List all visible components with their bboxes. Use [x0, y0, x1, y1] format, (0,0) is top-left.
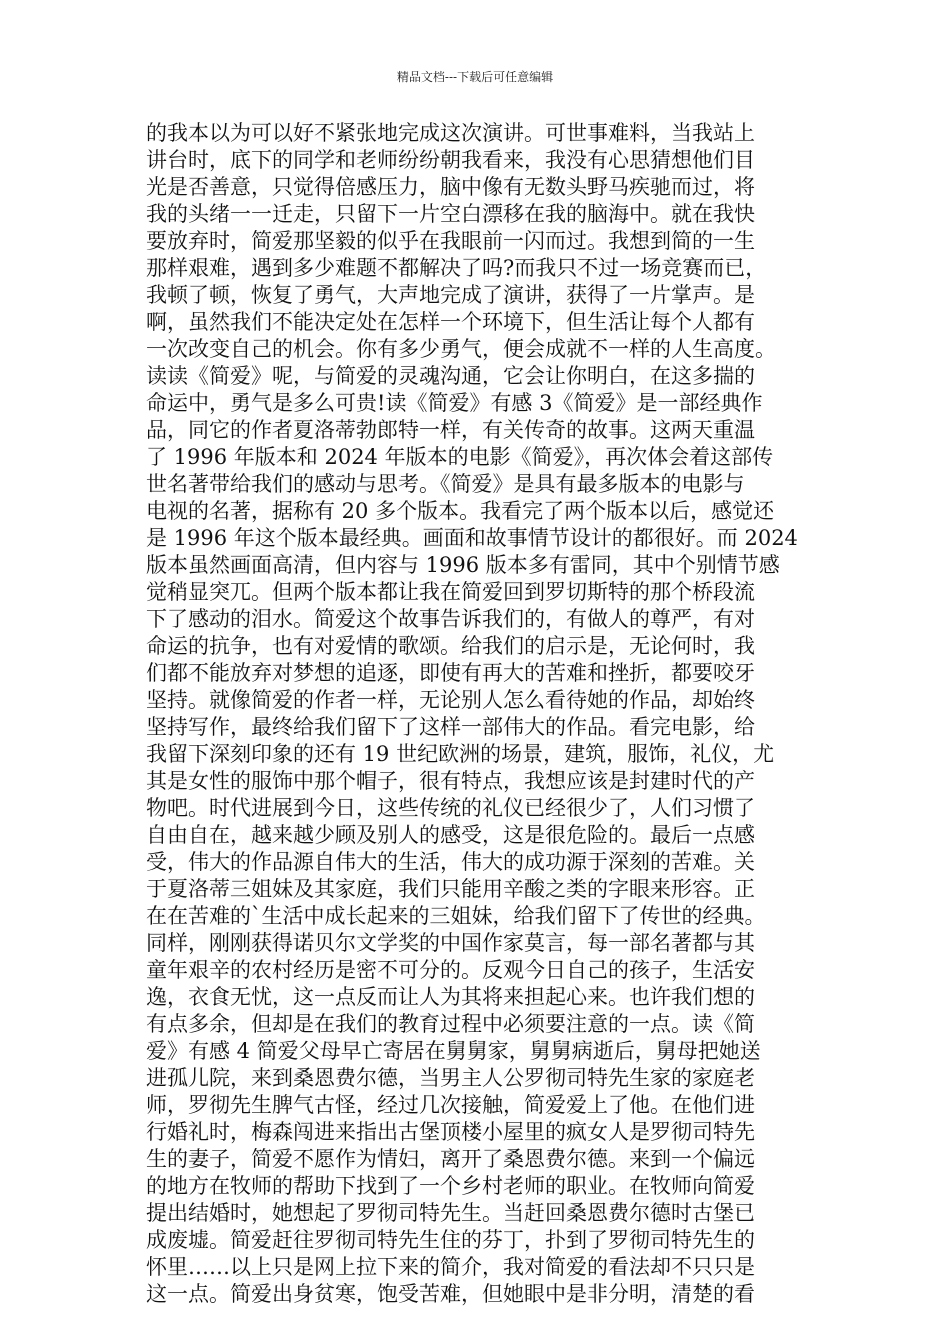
paragraph-line: 命运的抗争，也有对爱情的歌颂。给我们的启示是，无论何时，我 — [146, 634, 755, 658]
paragraph-line: 同样，刚刚获得诺贝尔文学奖的中国作家莫言，每一部名著都与其 — [146, 931, 755, 955]
paragraph-line: 光是否善意，只觉得倍感压力，脑中像有无数头野马疾驰而过，将 — [146, 175, 755, 199]
paragraph-line: 版本虽然画面高清，但内容与 1996 版本多有雷同，其中个别情节感 — [146, 553, 780, 577]
paragraph-line: 成废墟。简爱赶往罗彻司特先生住的芬丁，扑到了罗彻司特先生的 — [146, 1228, 755, 1252]
body-text — [146, 120, 816, 1308]
paragraph-line: 逸，衣食无忧，这一点反而让人为其将来担起心来。也许我们想的 — [146, 985, 755, 1009]
paragraph-line: 坚持。就像简爱的作者一样，无论别人怎么看待她的作品，却始终 — [146, 688, 755, 712]
paragraph-line: 要放弃时，简爱那坚毅的似乎在我眼前一闪而过。我想到简的一生 — [146, 229, 755, 253]
paragraph-line: 有点多余，但却是在我们的教育过程中必须要注意的一点。读《简 — [146, 1012, 755, 1036]
paragraph-line: 讲台时，底下的同学和老师纷纷朝我看来，我没有心思猜想他们目 — [146, 148, 755, 172]
paragraph-line: 生的妻子，简爱不愿作为情妇，离开了桑恩费尔德。来到一个偏远 — [146, 1147, 755, 1171]
paragraph-line: 其是女性的服饰中那个帽子，很有特点，我想应该是封建时代的产 — [146, 769, 755, 793]
paragraph-line: 世名著带给我们的感动与思考。《简爱》是具有最多版本的电影与 — [146, 472, 745, 496]
paragraph-line: 我留下深刻印象的还有 19 世纪欧洲的场景，建筑，服饰，礼仪，尤 — [146, 742, 775, 766]
paragraph-line: 我的头绪一一迁走，只留下一片空白漂移在我的脑海中。就在我快 — [146, 202, 755, 226]
paragraph-line: 提出结婚时，她想起了罗彻司特先生。当赶回桑恩费尔德时古堡已 — [146, 1201, 755, 1225]
page-header: 精品文档---下载后可任意编辑 — [396, 70, 554, 84]
paragraph-line: 品，同它的作者夏洛蒂勃郎特一样，有关传奇的故事。这两天重温 — [146, 418, 755, 442]
paragraph-line: 怀里……以上只是网上拉下来的简介，我对简爱的看法却不只只是 — [146, 1255, 755, 1279]
paragraph-line: 的我本以为可以好不紧张地完成这次演讲。可世事难料，当我站上 — [146, 121, 755, 145]
paragraph-line: 行婚礼时，梅森闯进来指出古堡顶楼小屋里的疯女人是罗彻司特先 — [146, 1120, 755, 1144]
paragraph-line: 下了感动的泪水。简爱这个故事告诉我们的，有做人的尊严，有对 — [146, 607, 755, 631]
paragraph-line: 的地方在牧师的帮助下找到了一个乡村老师的职业。在牧师向简爱 — [146, 1174, 755, 1198]
paragraph-line: 读读《简爱》呢，与简爱的灵魂沟通，它会让你明白，在这多揣的 — [146, 364, 755, 388]
paragraph-line: 进孤儿院，来到桑恩费尔德，当男主人公罗彻司特先生家的家庭老 — [146, 1066, 755, 1090]
paragraph-line: 一次改变自己的机会。你有多少勇气，便会成就不一样的人生高度。 — [146, 337, 776, 361]
paragraph-line: 坚持写作，最终给我们留下了这样一部伟大的作品。看完电影，给 — [146, 715, 755, 739]
paragraph-line: 是 1996 年这个版本最经典。画面和故事情节设计的都很好。而 2024 — [146, 526, 798, 550]
paragraph-line: 师，罗彻先生脾气古怪，经过几次接触，简爱爱上了他。在他们进 — [146, 1093, 755, 1117]
paragraph-line: 爱》有感 4 简爱父母早亡寄居在舅舅家，舅舅病逝后，舅母把她送 — [146, 1039, 761, 1063]
paragraph-line: 了 1996 年版本和 2024 年版本的电影《简爱》，再次体会着这部传 — [146, 445, 774, 469]
paragraph-line: 在在苦难的`生活中成长起来的三姐妹，给我们留下了传世的经典。 — [146, 904, 766, 928]
paragraph-line: 受，伟大的作品源自伟大的生活，伟大的成功源于深刻的苦难。关 — [146, 850, 755, 874]
paragraph-line: 自由自在，越来越少顾及别人的感受，这是很危险的。最后一点感 — [146, 823, 755, 847]
paragraph-line: 命运中，勇气是多么可贵!读《简爱》有感 3《简爱》是一部经典作 — [146, 391, 763, 415]
paragraph-line: 这一点。简爱出身贫寒，饱受苦难，但她眼中是非分明，清楚的看 — [146, 1282, 755, 1306]
paragraph-line: 物吧。时代进展到今日，这些传统的礼仪已经很少了，人们习惯了 — [146, 796, 755, 820]
paragraph-line: 啊，虽然我们不能决定处在怎样一个环境下，但生活让每个人都有 — [146, 310, 755, 334]
paragraph-line: 童年艰辛的农村经历是密不可分的。反观今日自己的孩子，生活安 — [146, 958, 755, 982]
paragraph-line: 我顿了顿，恢复了勇气，大声地完成了演讲，获得了一片掌声。是 — [146, 283, 755, 307]
paragraph-line: 于夏洛蒂三姐妹及其家庭，我们只能用辛酸之类的字眼来形容。正 — [146, 877, 755, 901]
paragraph-line: 觉稍显突兀。但两个版本都让我在简爱回到罗切斯特的那个桥段流 — [146, 580, 755, 604]
paragraph-line: 们都不能放弃对梦想的追逐，即使有再大的苦难和挫折，都要咬牙 — [146, 661, 755, 685]
paragraph-line: 电视的名著，据称有 20 多个版本。我看完了两个版本以后，感觉还 — [146, 499, 775, 523]
paragraph-line: 那样艰难，遇到多少难题不都解决了吗?而我只不过一场竞赛而已， — [146, 256, 767, 280]
